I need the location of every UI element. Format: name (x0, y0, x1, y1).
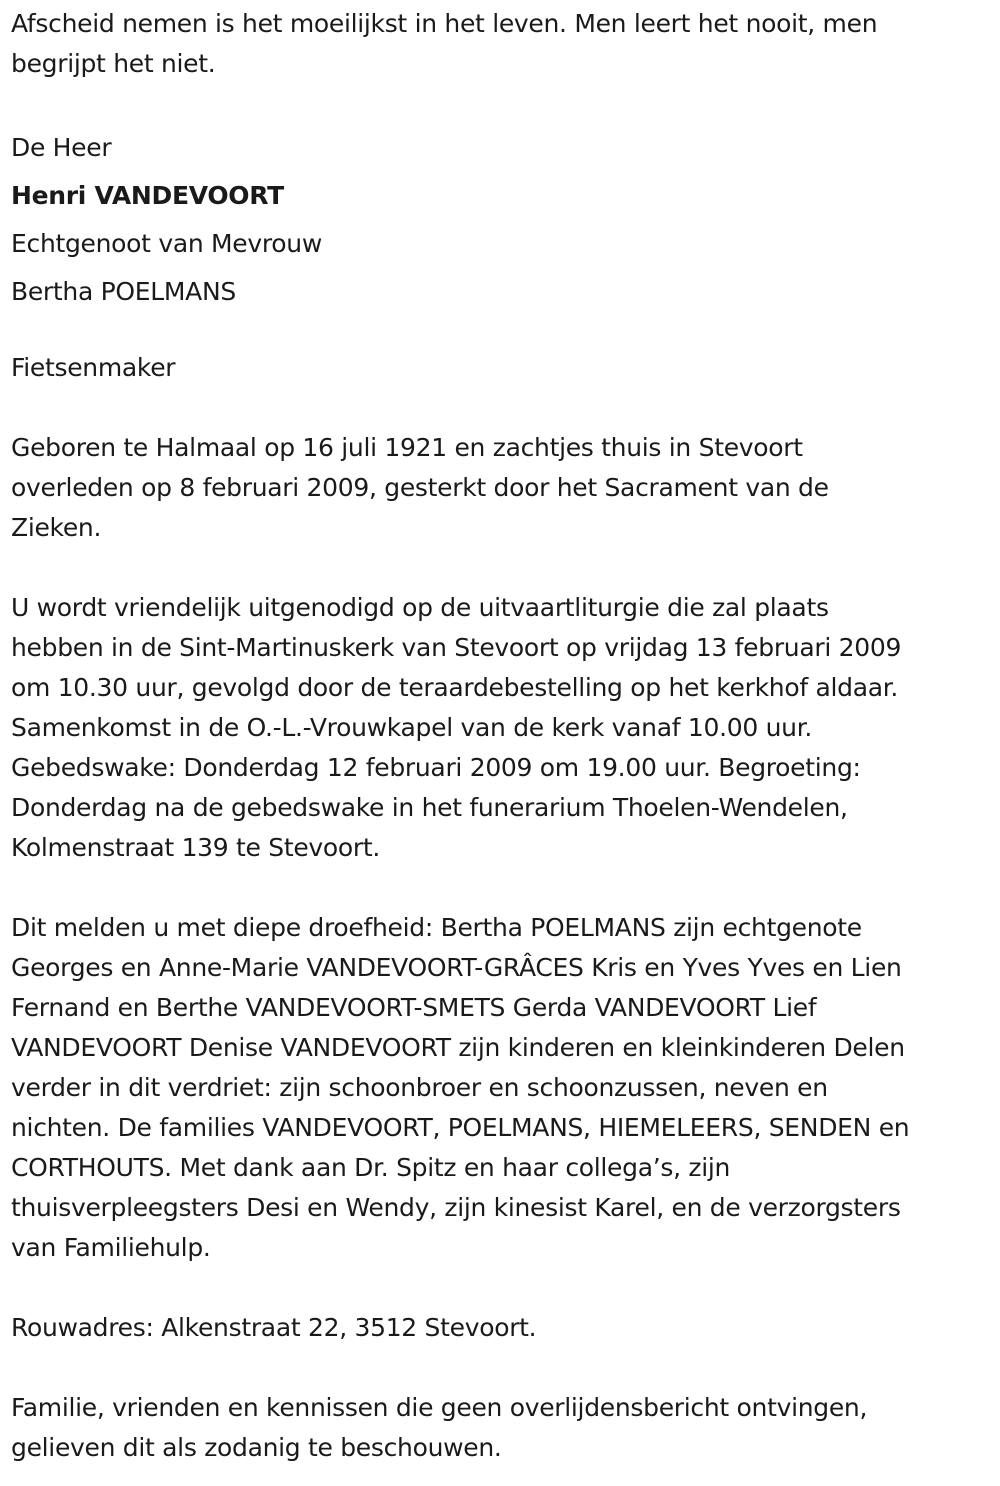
invitation-line: Samenkomst in de O.-L.-Vrouwkapel van de kerk vanaf 10.00 uur. (11, 713, 813, 742)
invitation-line: Gebedswake: Donderdag 12 februari 2009 om 19.00 uur. Begroeting: (11, 753, 861, 782)
spouse-prefix: Echtgenoot van Mevrouw (11, 229, 322, 258)
family-paragraph (11, 908, 988, 1268)
spacer (11, 1268, 988, 1308)
deceased-block (11, 124, 988, 316)
profession (11, 348, 988, 388)
spacer (11, 84, 988, 124)
spacer (11, 548, 988, 588)
spacer (11, 316, 988, 348)
family-line: van Familiehulp. (11, 1233, 211, 1262)
deceased-name: Henri VANDEVOORT (11, 181, 284, 210)
invitation-line: hebben in de Sint-Martinuskerk van Stevoort op vrijdag 13 februari 2009 (11, 633, 902, 662)
family-line: Dit melden u met diepe droefheid: Bertha POELMANS zijn echtgenote (11, 913, 862, 942)
intro-line: begrijpt het niet. (11, 49, 216, 78)
family-line: thuisverpleegsters Desi en Wendy, zijn kinesist Karel, en de verzorgsters (11, 1193, 901, 1222)
birth-death-paragraph (11, 428, 988, 548)
invitation-line: U wordt vriendelijk uitgenodigd op de uitvaartliturgie die zal plaats (11, 593, 829, 622)
family-line: Fernand en Berthe VANDEVOORT-SMETS Gerda VANDEVOORT Lief (11, 993, 817, 1022)
spacer (11, 388, 988, 428)
intro-line: Afscheid nemen is het moeilijkst in het leven. Men leert het nooit, men (11, 9, 878, 38)
family-line: CORTHOUTS. Met dank aan Dr. Spitz en haar collega’s, zijn (11, 1153, 731, 1182)
family-line: Georges en Anne-Marie VANDEVOORT-GRÂCES Kris en Yves Yves en Lien (11, 953, 902, 982)
closing-line: Familie, vrienden en kennissen die geen overlijdensbericht ontvingen, (11, 1393, 868, 1422)
spacer (11, 1348, 988, 1388)
closing-line: gelieven dit als zodanig te beschouwen. (11, 1433, 502, 1462)
deceased-title: De Heer (11, 133, 112, 162)
spouse-name: Bertha POELMANS (11, 277, 236, 306)
birth-death-line: Geboren te Halmaal op 16 juli 1921 en zachtjes thuis in Stevoort (11, 433, 803, 462)
family-line: verder in dit verdriet: zijn schoonbroer en schoonzussen, neven en (11, 1073, 828, 1102)
family-line: VANDEVOORT Denise VANDEVOORT zijn kinderen en kleinkinderen Delen (11, 1033, 905, 1062)
spacer (11, 868, 988, 908)
family-line: nichten. De families VANDEVOORT, POELMANS, HIEMELEERS, SENDEN en (11, 1113, 910, 1142)
invitation-line: om 10.30 uur, gevolgd door de teraardebestelling op het kerkhof aldaar. (11, 673, 899, 702)
closing-paragraph (11, 1388, 988, 1468)
invitation-paragraph (11, 588, 988, 868)
intro-quote (11, 4, 988, 84)
invitation-line: Kolmenstraat 139 te Stevoort. (11, 833, 381, 862)
profession-text: Fietsenmaker (11, 353, 176, 382)
mourning-address: Rouwadres: Alkenstraat 22, 3512 Stevoort. (11, 1313, 537, 1342)
invitation-line: Donderdag na de gebedswake in het funerarium Thoelen-Wendelen, (11, 793, 848, 822)
address-paragraph (11, 1308, 988, 1348)
birth-death-line: Zieken. (11, 513, 102, 542)
birth-death-line: overleden op 8 februari 2009, gesterkt door het Sacrament van de (11, 473, 829, 502)
